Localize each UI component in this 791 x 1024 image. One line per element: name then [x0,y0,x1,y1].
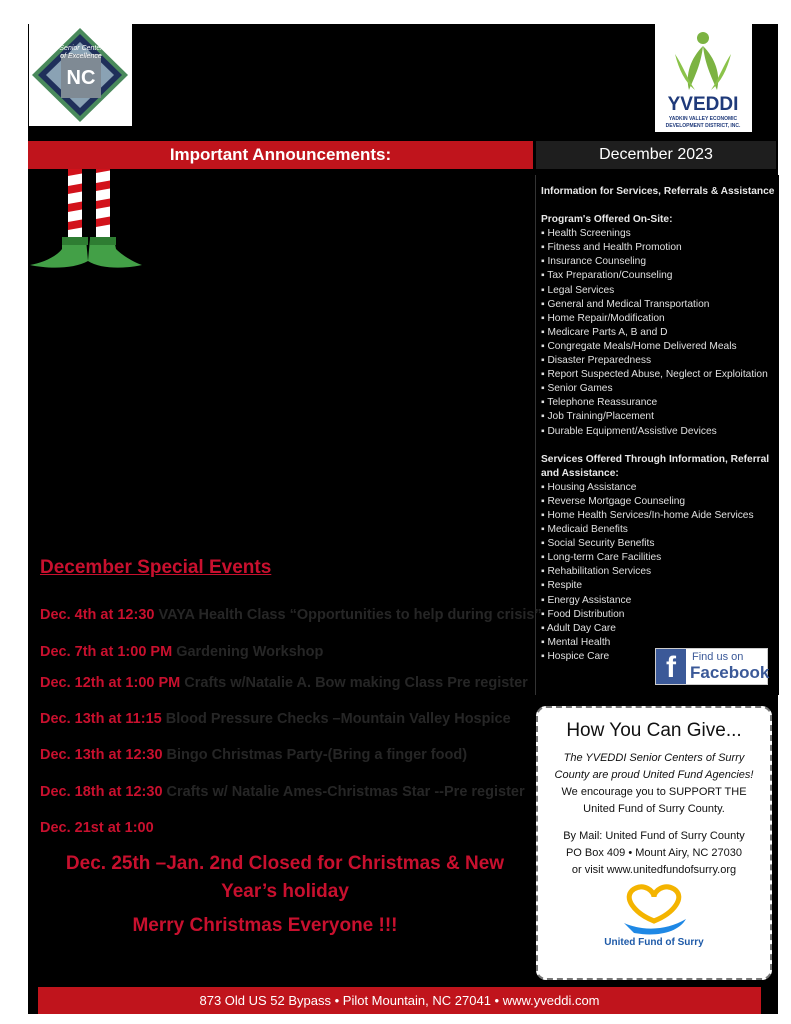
sidebar-list-item: ▪ Medicare Parts A, B and D [541,326,668,338]
give-mail-2: PO Box 409 • Mount Airy, NC 27030 [565,847,743,859]
sidebar-list-item: ▪ Adult Day Care [541,622,616,634]
event-item: Dec. 13th at 11:15 Blood Pressure Checks –Mountain Valley Hospice [40,711,511,727]
sidebar-list-item: ▪ Report Suspected Abuse, Neglect or Exploitation [541,369,768,381]
referral-list [541,481,775,664]
sidebar-list-item: ▪ Respite [541,580,582,592]
event-item: Dec. 12th at 1:00 PM Crafts w/Natalie A. Bow making Class Pre register [40,675,528,691]
services-sidebar [535,175,779,695]
sidebar-list-item: ▪ Insurance Counseling [541,256,646,268]
sidebar-list-item: ▪ Social Security Benefits [541,538,655,550]
svg-text:YVEDDI: YVEDDI [667,94,739,115]
sidebar-list-item: ▪ Congregate Meals/Home Delivered Meals [541,340,737,352]
facebook-line1: Find us on [692,651,744,663]
sidebar-list-item: ▪ Disaster Preparedness [541,355,652,367]
give-mail-1: By Mail: United Fund of Surry County [563,830,745,842]
sidebar-list-item: ▪ Senior Games [541,383,613,395]
announcements-banner: Important Announcements: [28,141,533,169]
events-title: December Special Events [40,557,272,578]
event-item: Dec. 7th at 1:00 PM Gardening Workshop [40,644,324,660]
facebook-badge[interactable] [655,648,768,685]
give-mail-3: or visit www.unitedfundofsurry.org [571,864,737,876]
sidebar-list-item: ▪ Medicaid Benefits [541,524,628,536]
senior-center-logo [29,24,132,126]
footer-address: 873 Old US 52 Bypass • Pilot Mountain, NC 27041 • www.yveddi.com [38,987,761,1014]
svg-text:DEVELOPMENT DISTRICT, INC.: DEVELOPMENT DISTRICT, INC. [665,123,741,129]
sidebar-list-item: ▪ Telephone Reassurance [541,397,658,409]
month-banner: December 2023 [536,141,776,169]
event-item: Dec. 18th at 12:30 Crafts w/ Natalie Ames-Christmas Star --Pre register [40,784,525,800]
sidebar-list-item: ▪ Legal Services [541,284,615,296]
sidebar-list-item: ▪ Tax Preparation/Counseling [541,270,673,282]
svg-text:Senior Center: Senior Center [59,45,103,52]
sidebar-list-item: ▪ Long-term Care Facilities [541,552,662,564]
sidebar-list-item: ▪ Home Repair/Modification [541,312,665,324]
sidebar-list-item: ▪ Hospice Care [541,650,610,662]
sidebar-list-item: ▪ Durable Equipment/Assistive Devices [541,425,717,437]
facebook-line2: Facebook [690,663,770,682]
event-item: Dec. 4th at 12:30 VAYA Health Class “Opportunities to help during crisis” [40,607,542,623]
elf-legs-image [28,169,144,273]
give-intro: The YVEDDI Senior Centers of Surry County are proud United Fund Agencies! [554,752,754,781]
sidebar-list-item: ▪ Housing Assistance [541,481,637,493]
onsite-heading: Program's Offered On-Site: [541,214,673,226]
united-fund-logo [594,883,714,949]
sidebar-list-item: ▪ Energy Assistance [541,594,632,606]
give-title: How You Can Give... [566,720,742,741]
sidebar-list-item: ▪ General and Medical Transportation [541,298,710,310]
sidebar-list-item: ▪ Home Health Services/In-home Aide Services [541,509,754,521]
holiday-closure-notice: Dec. 25th –Jan. 2nd Closed for Christmas & New Year’s holiday [65,853,505,902]
give-support: We encourage you to SUPPORT THE United Fund of Surry County. [561,786,747,815]
svg-text:NC: NC [66,67,96,89]
sidebar-list-item: ▪ Reverse Mortgage Counseling [541,495,686,507]
event-item: Dec. 13th at 12:30 Bingo Christmas Party-(Bring a finger food) [40,747,468,763]
sidebar-list-item: ▪ Health Screenings [541,228,631,240]
referral-heading: Services Offered Through Information, Referral and Assistance: [541,453,770,479]
sidebar-list-item: ▪ Fitness and Health Promotion [541,242,682,254]
sidebar-list-item: ▪ Mental Health [541,636,611,648]
event-item: Dec. 21st at 1:00 [40,820,154,836]
sidebar-list-item: ▪ Food Distribution [541,608,625,620]
yveddi-logo [655,24,752,132]
sidebar-list-item: ▪ Rehabilitation Services [541,566,652,578]
merry-christmas-text: Merry Christmas Everyone !!! [132,915,398,936]
give-box [536,706,772,980]
onsite-list [541,227,775,438]
svg-text:United Fund of Surry: United Fund of Surry [604,937,704,948]
sidebar-heading: Information for Services, Referrals & Assistance [541,186,775,197]
svg-text:YADKIN VALLEY ECONOMIC: YADKIN VALLEY ECONOMIC [668,116,738,122]
facebook-icon: f [656,649,686,684]
svg-text:of Excellence: of Excellence [60,53,102,60]
sidebar-list-item: ▪ Job Training/Placement [541,411,654,423]
